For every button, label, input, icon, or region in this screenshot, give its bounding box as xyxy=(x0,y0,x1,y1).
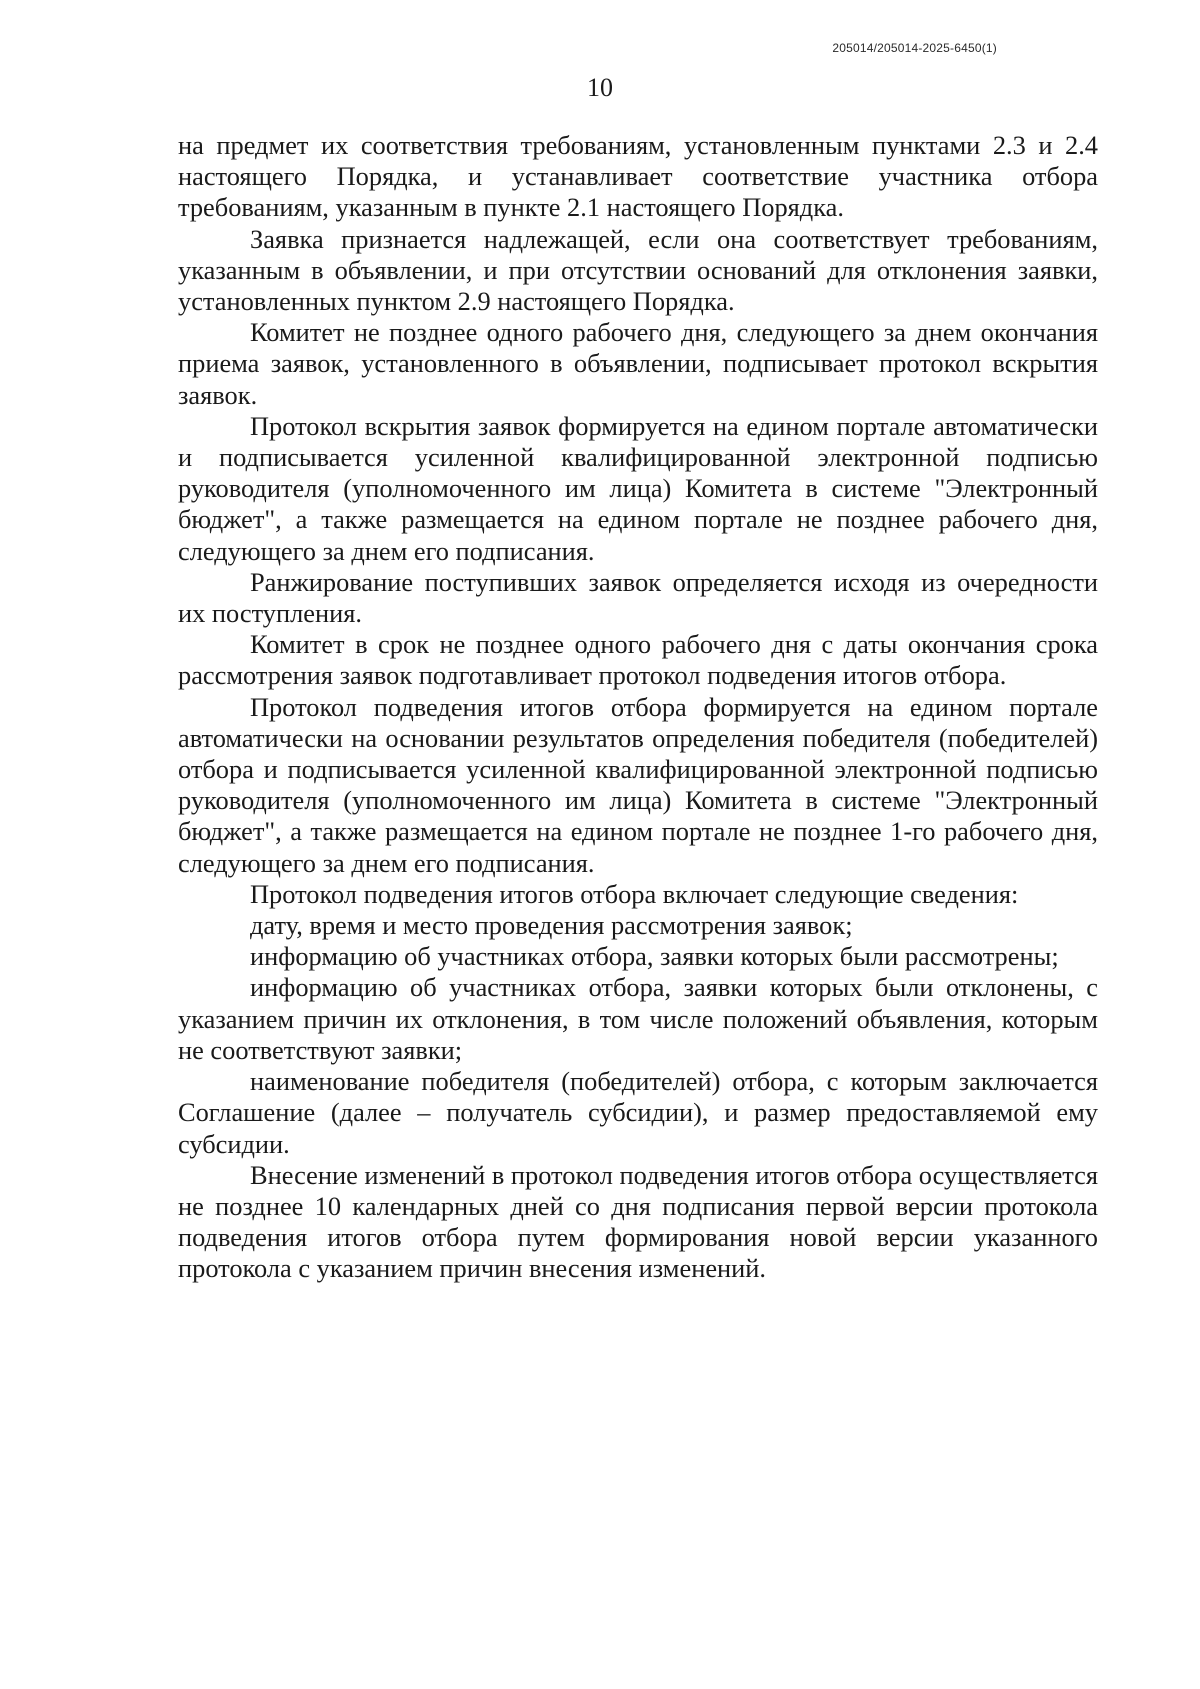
paragraph-8: Протокол подведения итогов отбора включает следующие сведения: xyxy=(250,878,1019,909)
paragraph-9: дату, время и место проведения рассмотрения заявок; xyxy=(250,910,853,941)
paragraph-1: на предмет их соответствия требованиям, установленным пунктами 2.3 и 2.4 настоящего Порядка, и устанавливает соответствие участника отбора требованиям, указанным в пункте 2.1 настоящего Порядка. xyxy=(178,130,1098,223)
document-body xyxy=(178,130,1098,1285)
paragraph-6: Комитет в срок не позднее одного рабочего дня с даты окончания срока рассмотрения заявок подготавливает протокол подведения итогов отбора. xyxy=(178,629,1098,691)
paragraph-12: наименование победителя (победителей) отбора, с которым заключается Соглашение (далее – получатель субсидии), и размер предоставляемой ему субсидии. xyxy=(178,1066,1098,1159)
page-number: 10 xyxy=(587,73,613,102)
paragraph-11: информацию об участниках отбора, заявки которых были отклонены, с указанием причин их отклонения, в том числе положений объявления, которым не соответствуют заявки; xyxy=(178,972,1098,1065)
paragraph-5: Ранжирование поступивших заявок определяется исходя из очередности их поступления. xyxy=(178,566,1098,629)
paragraph-13: Внесение изменений в протокол подведения итогов отбора осуществляется не позднее 10 календарных дней со дня подписания первой версии протокола подведения итогов отбора путем формирования новой версии указанного протокола с указанием причин внесения изменений. xyxy=(178,1159,1098,1284)
paragraph-2: Заявка признается надлежащей, если она соответствует требованиям, указанным в объявлении, и при отсутствии оснований для отклонения заявки, установленных пунктом 2.9 настоящего Порядка. xyxy=(178,223,1098,317)
paragraph-3: Комитет не позднее одного рабочего дня, следующего за днем окончания приема заявок, установленного в объявлении, подписывает протокол вскрытия заявок. xyxy=(178,317,1098,410)
document-id: 205014/205014-2025-6450(1) xyxy=(832,41,997,55)
paragraph-7: Протокол подведения итогов отбора формируется на едином портале автоматически на основании результатов определения победителя (победителей) отбора и подписывается усиленной квалифицированной электронной подписью руководителя (уполномоченного им лица) Комитета в системе "Электронный бюджет", а также размещается на едином портале не позднее 1-го рабочего дня, следующего за днем его подписания. xyxy=(178,691,1098,878)
paragraph-4: Протокол вскрытия заявок формируется на едином портале автоматически и подписывается усиленной квалифицированной электронной подписью руководителя (уполномоченного им лица) Комитета в системе "Электронный бюджет", а также размещается на едином портале не позднее рабочего дня, следующего за днем его подписания. xyxy=(178,410,1098,566)
paragraph-10: информацию об участниках отбора, заявки которых были рассмотрены; xyxy=(250,941,1059,972)
